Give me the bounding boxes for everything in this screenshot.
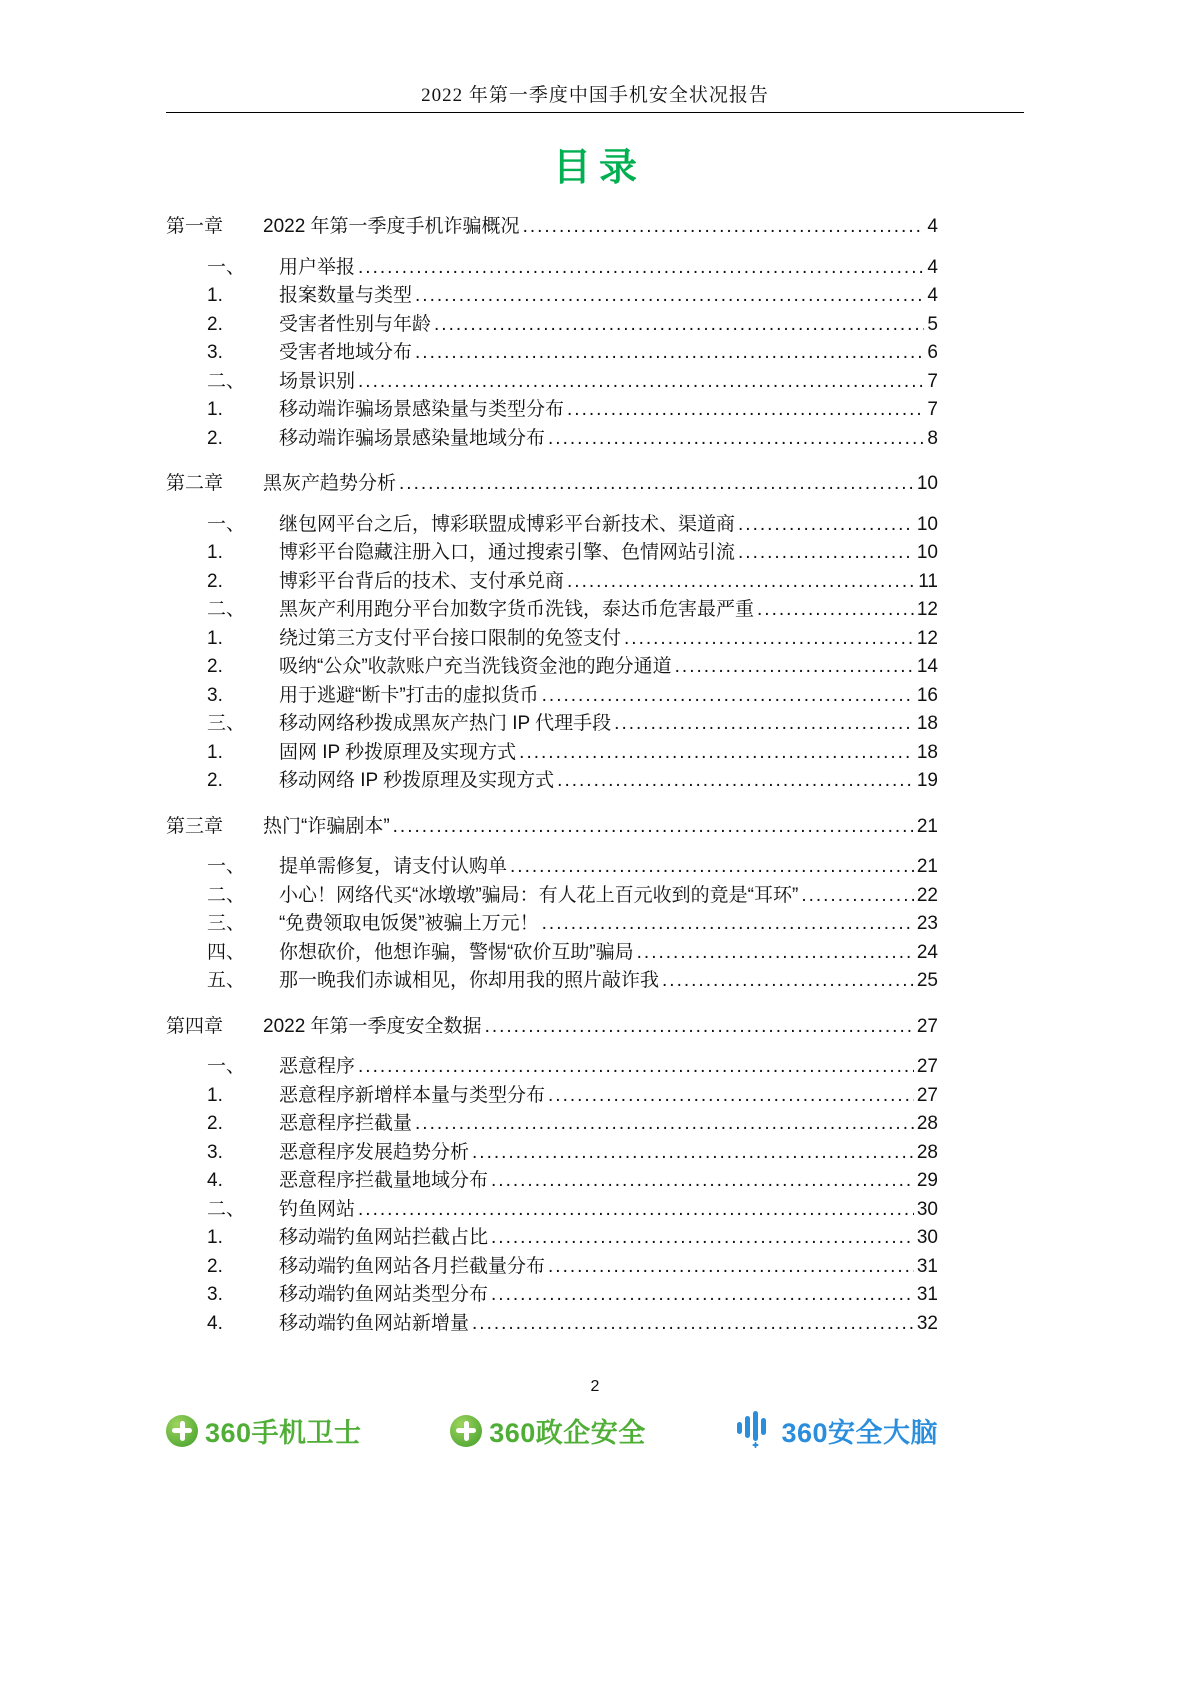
toc-entry-page: 5 — [927, 313, 938, 335]
dot-leader — [757, 596, 914, 625]
toc-entry-page: 23 — [916, 913, 938, 934]
toc-entry-page: 18 — [916, 741, 938, 763]
toc-entry-title: 博彩平台背后的技术、支付承兑商 — [279, 570, 565, 592]
dot-leader — [624, 625, 914, 654]
toc-entry-marker: 二、 — [207, 370, 246, 392]
toc-entry-page: 11 — [918, 570, 938, 592]
toc-entry-title: 受害者性别与年龄 — [279, 313, 432, 335]
toc-entry-row[interactable] — [166, 1139, 938, 1168]
toc-entry-title: 移动端钓鱼网站新增量 — [279, 1312, 470, 1334]
dot-leader — [738, 511, 914, 540]
dot-leader — [472, 1139, 914, 1168]
toc-entry-title: 2022 年第一季度安全数据 — [263, 1015, 482, 1037]
dot-leader — [542, 910, 914, 939]
dot-leader — [567, 396, 924, 425]
toc-entry-marker: 第二章 — [166, 473, 224, 494]
toc-entry-marker: 3. — [207, 1284, 223, 1305]
toc-entry-marker: 一、 — [207, 256, 246, 278]
toc-entry-title: 移动端诈骗场景感染量地域分布 — [279, 427, 546, 449]
dot-leader — [399, 470, 914, 499]
toc-entry-marker: 2. — [207, 427, 223, 449]
toc-entry-title: 钓鱼网站 — [279, 1198, 356, 1220]
logo-label: 360手机卫士 — [205, 1418, 362, 1448]
logo-label: 360安全大脑 — [781, 1418, 938, 1448]
toc-entry-page: 25 — [916, 970, 938, 991]
toc-entry-row[interactable] — [166, 568, 938, 597]
dot-leader — [519, 739, 914, 768]
dot-leader — [485, 1013, 914, 1042]
toc-entry-page: 16 — [916, 684, 938, 706]
toc-entry-marker: 三、 — [207, 713, 246, 734]
toc-entry-marker: 2. — [207, 770, 223, 791]
dot-leader — [491, 1224, 914, 1253]
toc-entry-page: 24 — [916, 941, 938, 963]
toc-entry-row[interactable] — [166, 710, 938, 739]
toc-entry-row[interactable] — [166, 1167, 938, 1196]
dot-leader — [393, 813, 914, 842]
toc-entry-marker: 1. — [207, 285, 223, 306]
toc-entry-title: 那一晚我们赤诚相见，你却用我的照片敲诈我 — [279, 970, 660, 991]
toc-entry-page: 31 — [916, 1284, 938, 1305]
toc-entry-page: 31 — [916, 1255, 938, 1277]
toc-entry-row[interactable] — [166, 282, 938, 311]
toc-entry-title: “免费领取电饭煲”被骗上万元！ — [279, 913, 539, 934]
dot-leader — [675, 653, 914, 682]
dot-leader — [415, 339, 924, 368]
toc-entry-title: 用于逃避“断卡”打击的虚拟货币 — [279, 684, 539, 706]
toc-entry-title: 恶意程序 — [279, 1056, 356, 1077]
toc-entry-row[interactable] — [166, 1110, 938, 1139]
dot-leader — [662, 967, 914, 996]
toc-entry-row[interactable] — [166, 254, 938, 283]
toc-entry-row[interactable] — [166, 368, 938, 397]
toc-entry-page: 27 — [916, 1056, 938, 1077]
toc-entry-marker: 三、 — [207, 913, 246, 934]
toc-entry-marker: 二、 — [207, 884, 246, 906]
toc-entry-row[interactable] — [166, 1082, 938, 1111]
logo-label: 360政企安全 — [489, 1418, 646, 1448]
toc-entry-row[interactable] — [166, 682, 938, 711]
dot-leader — [491, 1167, 914, 1196]
toc-entry-page: 29 — [916, 1170, 938, 1191]
toc-chapter-row[interactable] — [166, 470, 938, 499]
dot-leader — [491, 1281, 914, 1310]
dot-leader — [738, 539, 914, 568]
toc-entry-page: 19 — [916, 770, 938, 791]
toc-entry-marker: 3. — [207, 684, 223, 706]
toc-entry-page: 6 — [927, 342, 938, 363]
toc-entry-title: 黑灰产利用跑分平台加数字货币洗钱，泰达币危害最严重 — [279, 599, 755, 620]
toc-entry-row[interactable] — [166, 1224, 938, 1253]
toc-entry-marker: 1. — [207, 542, 223, 563]
toc-entry-marker: 1. — [207, 1084, 223, 1106]
toc-entry-page: 10 — [916, 513, 938, 535]
dot-leader — [415, 282, 924, 311]
dot-leader — [557, 767, 914, 796]
360-sphere-icon — [166, 1415, 198, 1447]
toc-entry-row[interactable] — [166, 653, 938, 682]
toc-entry-row[interactable] — [166, 882, 938, 911]
dot-leader — [567, 568, 915, 597]
toc-entry-page: 27 — [916, 1015, 938, 1037]
toc-entry-marker: 1. — [207, 1227, 223, 1248]
toc-entry-title: 移动端诈骗场景感染量与类型分布 — [279, 399, 565, 420]
toc-entry-title: 恶意程序拦截量 — [279, 1113, 413, 1134]
toc-entry-page: 28 — [916, 1141, 938, 1163]
toc-entry-row[interactable] — [166, 967, 938, 996]
dot-leader — [358, 254, 924, 283]
toc-entry-row[interactable] — [166, 1281, 938, 1310]
toc-entry-marker: 第四章 — [166, 1015, 224, 1037]
toc-entry-marker: 1. — [207, 627, 223, 649]
toc-entry-title: 报案数量与类型 — [279, 285, 413, 306]
toc-entry-row[interactable] — [166, 767, 938, 796]
toc-entry-title: 固网 IP 秒拨原理及实现方式 — [279, 741, 517, 763]
toc-entry-page: 28 — [916, 1113, 938, 1134]
toc-entry-title: 场景识别 — [279, 370, 356, 392]
toc-entry-page: 12 — [916, 627, 938, 649]
toc-entry-row[interactable] — [166, 596, 938, 625]
toc-entry-page: 10 — [916, 542, 938, 563]
dot-leader — [358, 1196, 914, 1225]
logo-360-mobile-guard — [166, 1411, 362, 1450]
toc-entry-page: 10 — [916, 473, 938, 494]
toc-entry-title: 移动端钓鱼网站类型分布 — [279, 1284, 489, 1305]
toc-entry-marker: 2. — [207, 1255, 223, 1277]
dot-leader — [358, 1053, 914, 1082]
footer-logos — [166, 1408, 938, 1453]
toc-entry-title: 用户举报 — [279, 256, 356, 278]
toc-entry-marker: 一、 — [207, 513, 246, 535]
toc-entry-row[interactable] — [166, 1053, 938, 1082]
toc-entry-row[interactable] — [166, 425, 938, 454]
toc-entry-page: 27 — [916, 1084, 938, 1106]
toc-entry-title: 热门“诈骗剧本” — [263, 815, 390, 837]
dot-leader — [434, 311, 924, 340]
toc-entry-marker: 3. — [207, 1141, 223, 1163]
toc-entry-title: 提单需修复，请支付认购单 — [279, 856, 508, 877]
toc-entry-page: 7 — [927, 399, 938, 420]
toc-entry-title: 恶意程序新增样本量与类型分布 — [279, 1084, 546, 1106]
toc-entry-page: 8 — [927, 427, 938, 449]
toc-entry-page: 32 — [916, 1312, 938, 1334]
dot-leader — [510, 853, 914, 882]
dot-leader — [542, 682, 914, 711]
toc-entry-marker: 2. — [207, 313, 223, 335]
dot-leader — [801, 882, 914, 911]
toc-chapter-row[interactable] — [166, 813, 938, 842]
header-divider — [166, 112, 1024, 113]
dot-leader — [523, 213, 925, 242]
header-title: 2022 年第一季度中国手机安全状况报告 — [421, 85, 769, 106]
toc-entry-title: 吸纳“公众”收款账户充当洗钱资金池的跑分通道 — [279, 656, 672, 677]
toc-entry-marker: 一、 — [207, 856, 246, 877]
toc-entry-title: 黑灰产趋势分析 — [263, 473, 397, 494]
document-header — [0, 0, 1190, 113]
toc-entry-row[interactable] — [166, 853, 938, 882]
360-sphere-icon — [450, 1415, 482, 1447]
toc-entry-marker: 四、 — [207, 941, 246, 963]
toc-entry-row[interactable] — [166, 396, 938, 425]
toc-entry-title: 恶意程序发展趋势分析 — [279, 1141, 470, 1163]
toc-entry-page: 21 — [916, 856, 938, 877]
page-number: 2 — [590, 1378, 600, 1395]
toc-entry-marker: 1. — [207, 741, 223, 763]
toc-entry-page: 12 — [916, 599, 938, 620]
toc-entry-row[interactable] — [166, 1310, 938, 1339]
toc-entry-row[interactable] — [166, 739, 938, 768]
dot-leader — [358, 368, 924, 397]
toc-entry-page: 7 — [927, 370, 938, 392]
toc-entry-title: 绕过第三方支付平台接口限制的免签支付 — [279, 627, 622, 649]
dot-leader — [637, 939, 914, 968]
toc-entry-page: 22 — [916, 884, 938, 906]
toc-entry-title: 移动网络 IP 秒拨原理及实现方式 — [279, 770, 555, 791]
toc-entry-title: 移动端钓鱼网站各月拦截量分布 — [279, 1255, 546, 1277]
toc-entry-page: 30 — [916, 1198, 938, 1220]
logo-360-enterprise-security — [450, 1411, 646, 1450]
toc-entry-title: 移动网络秒拨成黑灰产热门 IP 代理手段 — [279, 713, 612, 734]
toc-chapter-row[interactable] — [166, 213, 938, 242]
toc-entry-title: 你想砍价，他想诈骗，警惕“砍价互助”骗局 — [279, 941, 634, 963]
toc-entry-marker: 2. — [207, 1113, 223, 1134]
toc-entry-row[interactable] — [166, 539, 938, 568]
toc-entry-page: 14 — [916, 656, 938, 677]
toc-entry-title: 移动端钓鱼网站拦截占比 — [279, 1227, 489, 1248]
toc-entry-row[interactable] — [166, 625, 938, 654]
toc-entry-row[interactable] — [166, 910, 938, 939]
toc-entry-marker: 二、 — [207, 599, 246, 620]
toc-entry-page: 21 — [916, 815, 938, 837]
toc-entry-row[interactable] — [166, 311, 938, 340]
toc-title: 目录 — [552, 147, 645, 189]
toc-entry-title: 小心！网络代买“冰墩墩”骗局：有人花上百元收到的竟是“耳环” — [279, 884, 799, 906]
toc-entry-row[interactable] — [166, 1253, 938, 1282]
toc-entry-marker: 第三章 — [166, 815, 224, 837]
toc-entry-title: 继包网平台之后，博彩联盟成博彩平台新技术、渠道商 — [279, 513, 736, 535]
toc-entry-row[interactable] — [166, 939, 938, 968]
toc-entry-marker: 4. — [207, 1170, 223, 1191]
toc-entry-title: 受害者地域分布 — [279, 342, 413, 363]
dot-leader — [472, 1310, 914, 1339]
toc-entry-marker: 第一章 — [166, 216, 224, 237]
dot-leader — [548, 1253, 914, 1282]
toc-entry-marker: 1. — [207, 399, 223, 420]
toc-entry-title: 2022 年第一季度手机诈骗概况 — [263, 216, 520, 237]
toc-entry-marker: 4. — [207, 1312, 223, 1334]
dot-leader — [548, 425, 924, 454]
dot-leader — [614, 710, 914, 739]
toc-entry-marker: 2. — [207, 656, 223, 677]
360-bars-icon — [734, 1408, 774, 1453]
toc-entry-page: 4 — [927, 285, 938, 306]
toc-entry-row[interactable] — [166, 339, 938, 368]
logo-360-security-brain — [734, 1408, 938, 1453]
toc-entry-marker: 3. — [207, 342, 223, 363]
toc-chapter-row[interactable] — [166, 1013, 938, 1042]
toc-entry-marker: 二、 — [207, 1198, 246, 1220]
toc-entry-marker: 一、 — [207, 1056, 246, 1077]
toc-entry-page: 18 — [916, 713, 938, 734]
toc-entry-marker: 2. — [207, 570, 223, 592]
dot-leader — [415, 1110, 914, 1139]
toc-list — [166, 213, 938, 1338]
dot-leader — [548, 1082, 914, 1111]
toc-entry-page: 4 — [927, 256, 938, 278]
toc-entry-marker: 五、 — [207, 970, 246, 991]
toc-entry-title: 博彩平台隐藏注册入口，通过搜索引擎、色情网站引流 — [279, 542, 736, 563]
toc-entry-page: 30 — [916, 1227, 938, 1248]
toc-entry-page: 4 — [927, 216, 938, 237]
toc-entry-row[interactable] — [166, 1196, 938, 1225]
toc-entry-title: 恶意程序拦截量地域分布 — [279, 1170, 489, 1191]
toc-entry-row[interactable] — [166, 511, 938, 540]
